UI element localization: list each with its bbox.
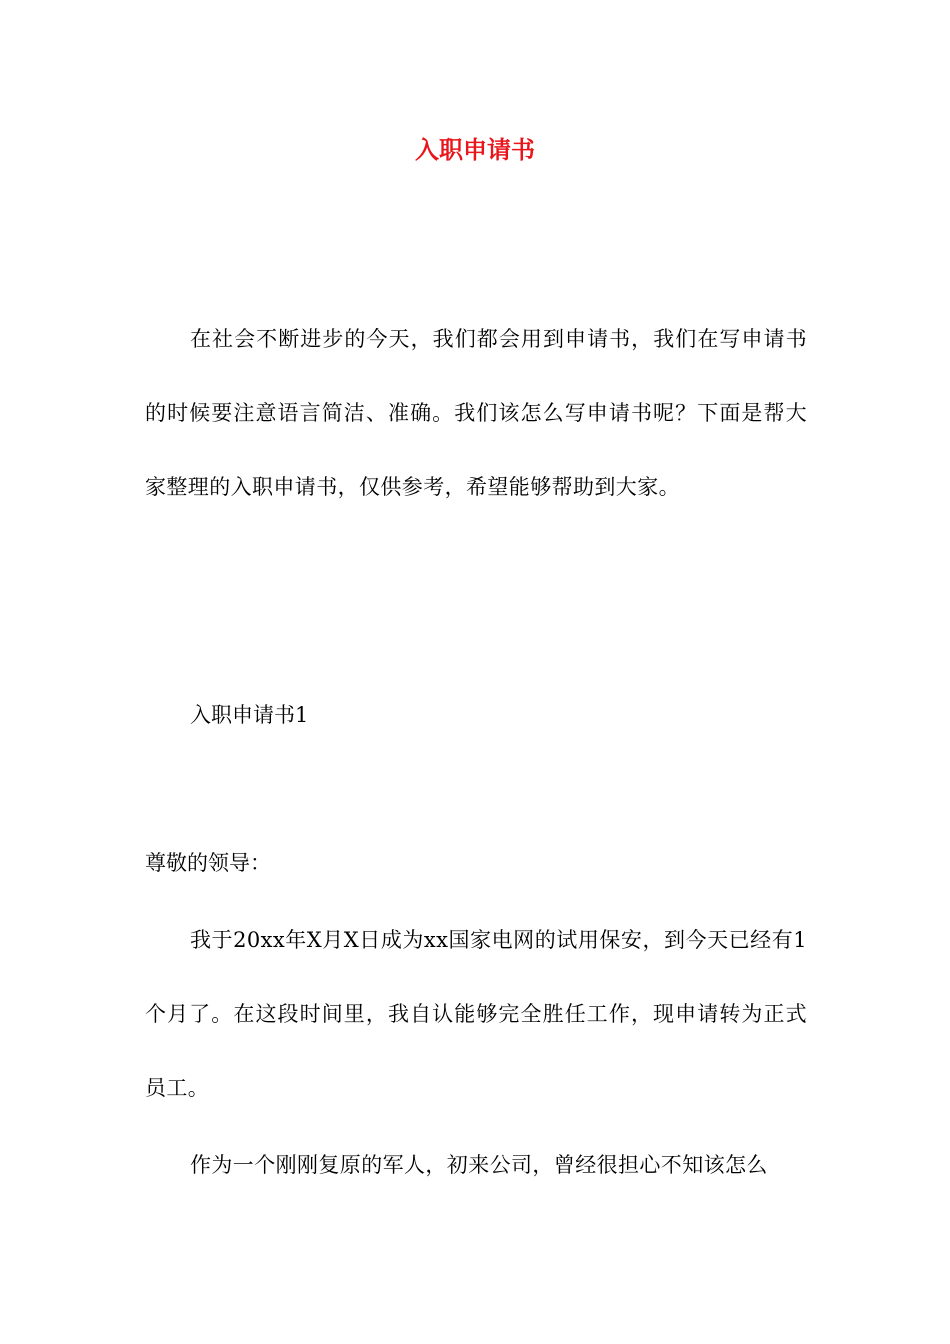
document-title: 入职申请书	[415, 135, 535, 164]
salutation: 尊敬的领导：	[145, 851, 271, 875]
body-paragraph: 我于20xx年X月X日成为xx国家电网的试用保安，到今天已经有1个月了。在这段时间里，我自认能够完全胜任工作，现申请转为正式员工。	[145, 928, 807, 1100]
intro-paragraph: 在社会不断进步的今天，我们都会用到申请书，我们在写申请书的时候要注意语言简洁、准确。我们该怎么写申请书呢？下面是帮大家整理的入职申请书，仅供参考，希望能够帮助到大家。	[145, 327, 807, 499]
body-paragraph: 作为一个刚刚复原的军人，初来公司，曾经很担心不知该怎么	[190, 1153, 768, 1177]
section-heading: 入职申请书1	[190, 703, 309, 727]
